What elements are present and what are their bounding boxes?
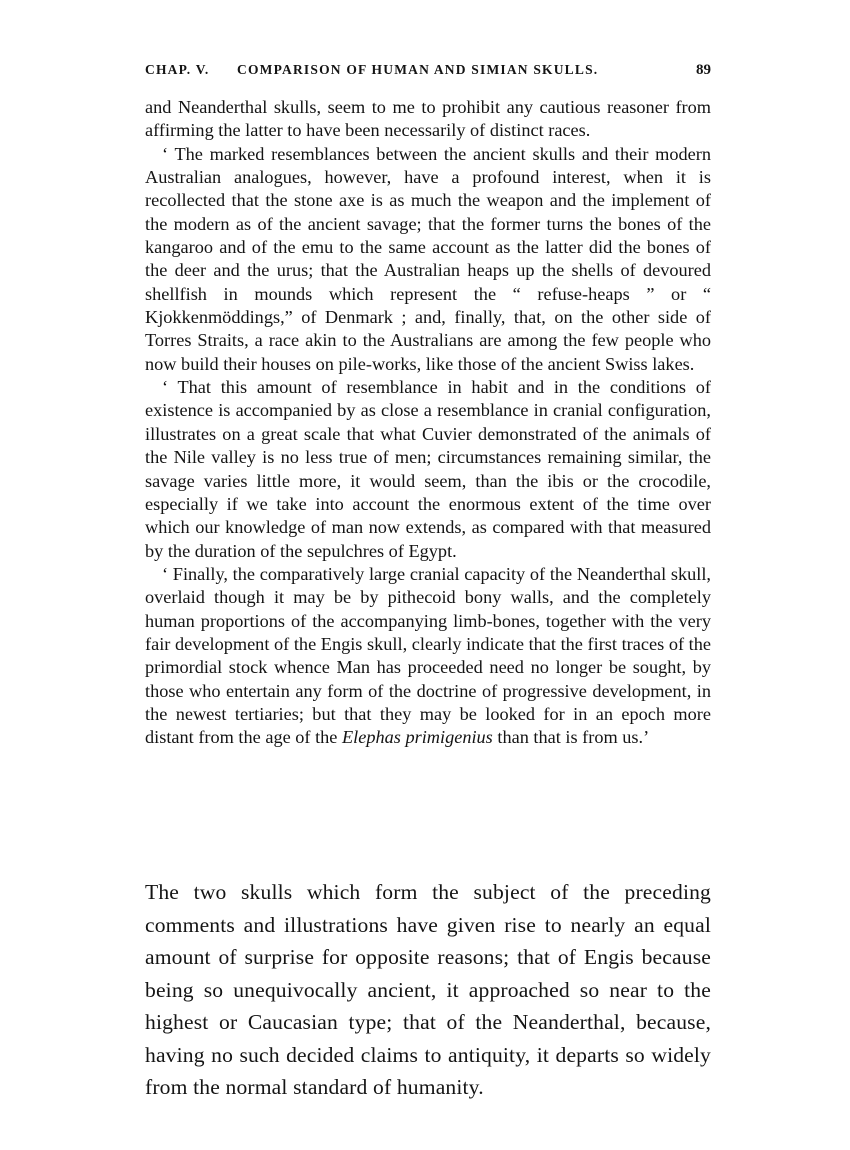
chapter-label: CHAP. V. [145,62,210,77]
page-number: 89 [696,62,711,78]
quoted-paragraph-2: ‘ The marked resemblances between the ancient skulls and their modern Australian analogues, however, have a profound interest, when it is recollected that the stone axe is as much the weapon and the implement of the modern as of the ancient savage; that the former turns the bones of the kangaroo and of the emu to the same account as the latter did the bones of the deer and the urus; that the Australian heaps up the shells of devoured shellfish in mounds which represent the “ refuse-heaps ” or “ Kjokkenmöddings,” of Denmark ; and, finally, that, on the other side of Torres Straits, a race akin to the Australians are among the few people who now build their houses on pile-works, like those of the ancient Swiss lakes. [145,143,711,374]
running-title: COMPARISON OF HUMAN AND SIMIAN SKULLS. [237,62,599,77]
quoted-paragraph-4 [145,563,711,750]
quoted-paragraph-3: ‘ That this amount of resemblance in habit and in the conditions of existence is accompanied by as close a resemblance in cranial configuration, illustrates on a great scale that what Cuvier demonstrated of the animals of the Nile valley is no less true of men; circumstances remaining similar, the savage varies little more, it would seem, than the ibis or the crocodile, especially if we take into account the enormous extent of the time over which our knowledge of man now extends, as compared with that measured by the duration of the sepulchres of Egypt. [145,377,711,561]
quoted-paragraph-4-text: ‘ Finally, the comparatively large cranial capacity of the Neanderthal skull, overlaid though it may be by pithecoid bony walls, and the completely human proportions of the accompanying limb-bones, together with the very fair development of the Engis skull, clearly indicate that the first traces of the primordial stock whence Man has proceeded need no longer be sought, by those who entertain any form of the doctrine of progressive development, in the newest tertiaries; but that they may be looked for in an epoch more distant from the age of the [145,563,711,748]
quoted-passage [145,96,711,750]
main-text [145,876,711,1104]
main-paragraph: The two skulls which form the subject of the preceding comments and illustrations have given rise to nearly an equal amount of surprise for opposite reasons; that of Engis because being so unequivocally ancient, it approached so near to the highest or Caucasian type; that of the Neanderthal, because, having no such decided claims to antiquity, it departs so widely from the normal standard of humanity. [145,880,711,1099]
running-head [145,62,711,84]
quoted-paragraph-4-end: than that is from us.’ [492,727,650,748]
species-name: Elephas primigenius [341,727,493,748]
quoted-paragraph-1: and Neanderthal skulls, seem to me to prohibit any cautious reasoner from affirming the latter to have been necessarily of distinct races. [145,97,711,141]
